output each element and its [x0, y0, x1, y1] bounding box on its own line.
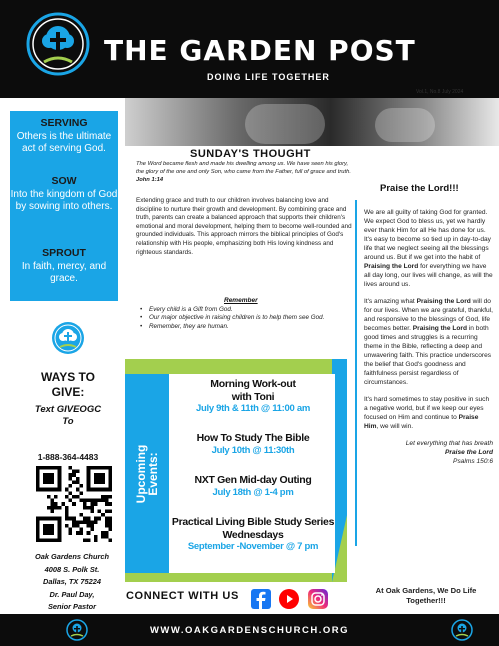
emphasis: Praising the Lord — [364, 263, 419, 270]
emphasis: Praising the Lord — [416, 298, 471, 305]
pillar-text: Others is the ultimate act of serving God. — [16, 131, 112, 154]
pillar-title: SOW — [51, 175, 77, 187]
pillar-text: In faith, mercy, and grace. — [21, 261, 107, 284]
qr-code-icon[interactable] — [36, 466, 112, 542]
events-sidebar-label — [135, 445, 159, 504]
give-phone-number[interactable]: 1-888-364-4483 — [37, 452, 99, 462]
address-line: Oak Gardens Church — [35, 552, 109, 561]
pillar-title: SPROUT — [42, 247, 86, 259]
event-when: July 9th & 11th @ 11:00 am — [196, 403, 310, 414]
event-when: July 10th @ 11:30th — [211, 444, 295, 456]
church-tree-logo-icon — [26, 12, 90, 76]
scripture-quote — [136, 160, 354, 184]
event-when: July 18th @ 1-4 pm — [212, 486, 294, 498]
text-run: will do for our lives. When we are grateful, thankful, and responsive to the blessings of God, life becomes better. — [364, 298, 494, 332]
event-when: September -November @ 7 pm — [187, 541, 319, 552]
text-run: , we will win. — [376, 423, 414, 430]
sunday-thought-body: Extending grace and truth to our children involves balancing love and discipline to nurture their growth and development. By combining grace and truth, parents can create a balanced approach that supports their children's emotional and moral development, helping them to become well-rounded and grounded individuals. This approach mirrors the biblical principles of God's relationship with His people, emphasizing both His loving kindness and righteous standards. — [136, 197, 352, 256]
psalm-line: Let everything that has breath — [405, 440, 493, 447]
text-run: We are all guilty of taking God for granted. We expect God to bless us, yet we hardly ever thank Him for all He has done for us. It's easy to become so tied up in day-to-day life that we neglect seeing all the blessings around us. But if we get into the habit of — [364, 209, 491, 261]
events-panel — [125, 374, 335, 573]
event-item — [173, 378, 333, 415]
pillar-title: SERVING — [40, 117, 88, 129]
remember-heading: Remember — [224, 297, 258, 304]
connect-with-us-label: CONNECT WITH US — [126, 590, 239, 602]
address-line: Dallas, TX 75224 — [43, 577, 101, 586]
psalm-emphasis: Praise the Lord — [444, 449, 493, 456]
list-item: • Our major objective in raising children is to help them see God. — [140, 314, 354, 322]
pillars-panel — [10, 111, 118, 301]
text-run: It's hard sometimes to stay positive in such a negative world, but if we keep our eyes focused on Him and continue to — [364, 396, 490, 421]
praying-hands-photo — [125, 98, 499, 146]
facebook-icon[interactable] — [251, 589, 271, 609]
address-line: 4008 S. Polk St. — [44, 564, 100, 574]
newsletter-subtitle: DOING LIFE TOGETHER — [207, 72, 330, 82]
church-tree-logo-icon — [451, 619, 473, 641]
pillar-sprout — [10, 247, 118, 285]
church-address — [20, 551, 124, 614]
church-tree-logo-icon — [51, 321, 85, 355]
praise-paragraph — [364, 297, 493, 387]
event-item — [173, 432, 333, 457]
psalm-quote — [364, 439, 493, 466]
event-name: Practical Living Bible Study Series Wednesdays — [171, 516, 335, 541]
text-run: for everything we have all day long, our lives will change, as will the lives around us. — [364, 263, 493, 288]
praise-heading: Praise the Lord!!! — [380, 183, 459, 194]
label-line: Events: — [146, 452, 160, 496]
list-item: • Remember, they are human. — [140, 323, 354, 331]
label-line: Upcoming — [134, 444, 148, 504]
list-item: • Every child is a Gift from God. — [140, 306, 354, 314]
footer — [0, 614, 499, 646]
pillar-serving — [10, 117, 118, 155]
ways-to-give-heading: WAYS TO GIVE: — [40, 370, 96, 399]
text-to-give-instructions: Text GIVEOGC To — [34, 404, 102, 427]
event-name: How To Study The Bible — [196, 432, 310, 444]
church-tagline: At Oak Gardens, We Do Life Together!!! — [375, 586, 477, 605]
event-item — [173, 516, 333, 553]
sunday-thought-heading: SUNDAY'S THOUGHT — [190, 148, 311, 160]
event-item — [173, 474, 333, 499]
scripture-quote-text: The Word became flesh and made his dwelling among us. We have seen his glory, the glory of the one and only Son, who came from the Father, full of grace and truth. — [136, 161, 351, 175]
masthead — [0, 0, 499, 98]
text-run: in both good times and struggles is a recurring theme in the Bible, reflecting a deep and unwavering faith. This practice underscores the belief that God's goodness and faithfulness persist regardless of circumstances. — [364, 325, 492, 386]
events-sidebar — [125, 374, 169, 573]
youtube-icon[interactable] — [279, 589, 299, 609]
address-line: Dr. Paul Day, — [49, 589, 95, 599]
psalm-ref: Psalms 150:6 — [453, 458, 493, 465]
scripture-ref: John 1:14 — [136, 177, 164, 183]
event-name: Morning Work-out with Toni — [210, 378, 296, 403]
event-name: NXT Gen Mid-day Outing — [194, 474, 312, 486]
newsletter-title: THE GARDEN POST — [104, 34, 416, 67]
pillar-sow — [10, 175, 118, 213]
instagram-icon[interactable] — [308, 589, 328, 609]
pillar-text: Into the kingdom of God by sowing into others. — [10, 189, 118, 212]
issue-info: Vol.1, No.8 July 2024 — [416, 89, 464, 95]
text-run: It's amazing what — [364, 298, 417, 305]
praise-paragraph — [364, 208, 493, 289]
upcoming-events-box — [125, 359, 347, 582]
emphasis: Praise Him — [364, 414, 479, 430]
praise-article — [355, 200, 497, 546]
praise-paragraph — [364, 395, 493, 431]
remember-list — [140, 306, 354, 331]
emphasis: Praising the Lord — [412, 325, 467, 332]
website-link[interactable]: WWW.OAKGARDENSCHURCH.ORG — [149, 625, 350, 636]
address-line: Senior Pastor — [47, 602, 97, 611]
